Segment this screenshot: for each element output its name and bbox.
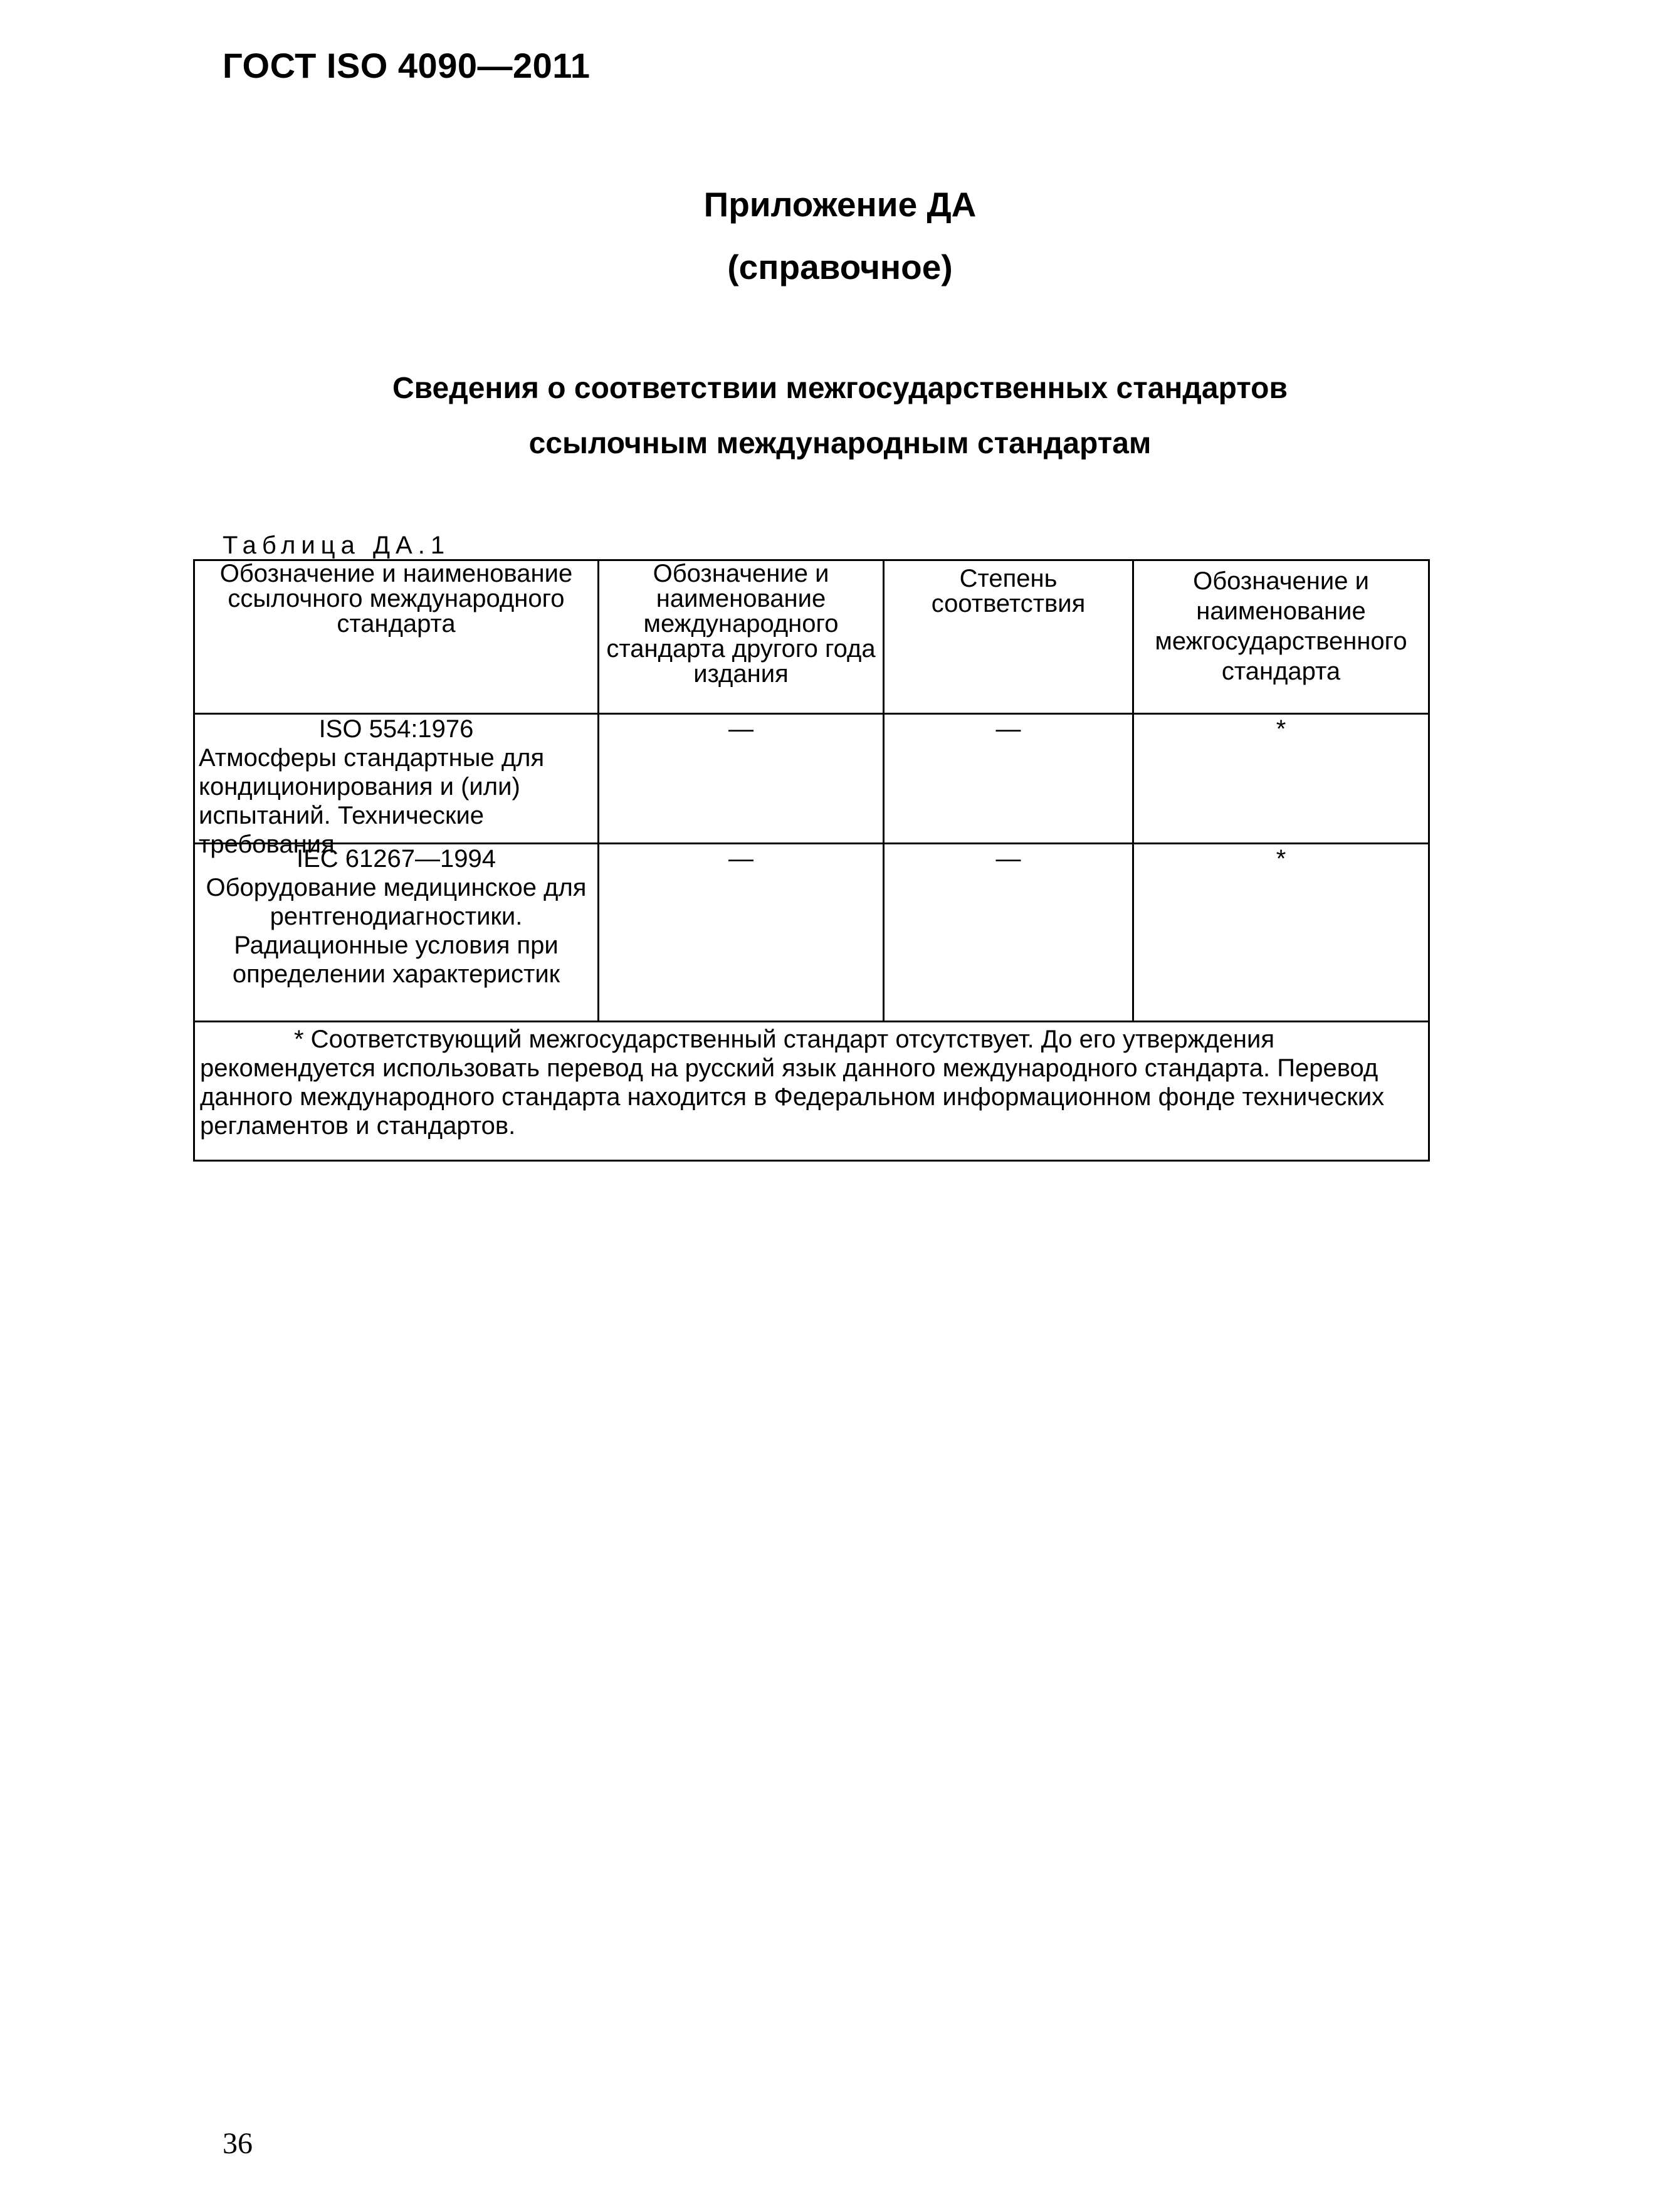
standards-correspondence-table (193, 559, 1430, 1162)
footnote-first-line: * Соответствующий межгосударственный стандарт отсутствует. До его утверждения (294, 1026, 1275, 1053)
header-degree-of-correspondence: Степень соответствия (884, 560, 1133, 714)
standard-designation: ISO 554:1976 (318, 715, 474, 743)
annex-title: Приложение ДА (703, 185, 977, 224)
standard-name: Атмосферы стандартные для кондиционирования и (или) испытаний. Технические требования (199, 744, 545, 858)
degree-cell: — (884, 844, 1133, 1022)
annex-subtitle: (справочное) (727, 248, 953, 286)
table-row (194, 714, 1429, 844)
section-title-line-2: ссылочным международным стандартам (528, 427, 1152, 460)
document-header: ГОСТ ISO 4090—2011 (223, 46, 591, 85)
table-note-row (194, 1022, 1429, 1161)
table-header-row (194, 560, 1429, 714)
table-caption: Таблица ДА.1 (223, 532, 451, 559)
reference-standard-cell (194, 844, 599, 1022)
section-title-line-1: Сведения о соответствии межгосударственных стандартов (392, 372, 1288, 405)
header-reference-standard: Обозначение и наименование ссылочного международного стандарта (194, 560, 599, 714)
standard-name: Оборудование медицинское для рентгенодиагностики. Радиационные условия при определении характеристик (206, 874, 587, 988)
section-title (0, 361, 1680, 471)
footnote-body: рекомендуется использовать перевод на русский язык данного международного стандарта. Перевод данного международного стандарта находится в Федеральном информационном фонде технических регламентов и стандартов. (200, 1054, 1385, 1140)
standard-designation: IEC 61267—1994 (296, 845, 496, 873)
other-year-cell: — (599, 844, 884, 1022)
reference-standard-cell (194, 714, 599, 858)
interstate-cell: * (1133, 714, 1429, 844)
interstate-cell: * (1133, 844, 1429, 1022)
degree-cell: — (884, 714, 1133, 844)
header-interstate-standard: Обозначение и наименование межгосударственного стандарта (1133, 560, 1429, 714)
table-footnote (194, 1022, 1429, 1161)
header-other-year-standard: Обозначение и наименование международного стандарта другого года издания (599, 560, 884, 714)
page-number: 36 (223, 2127, 253, 2160)
other-year-cell: — (599, 714, 884, 844)
table-row (194, 844, 1429, 1022)
